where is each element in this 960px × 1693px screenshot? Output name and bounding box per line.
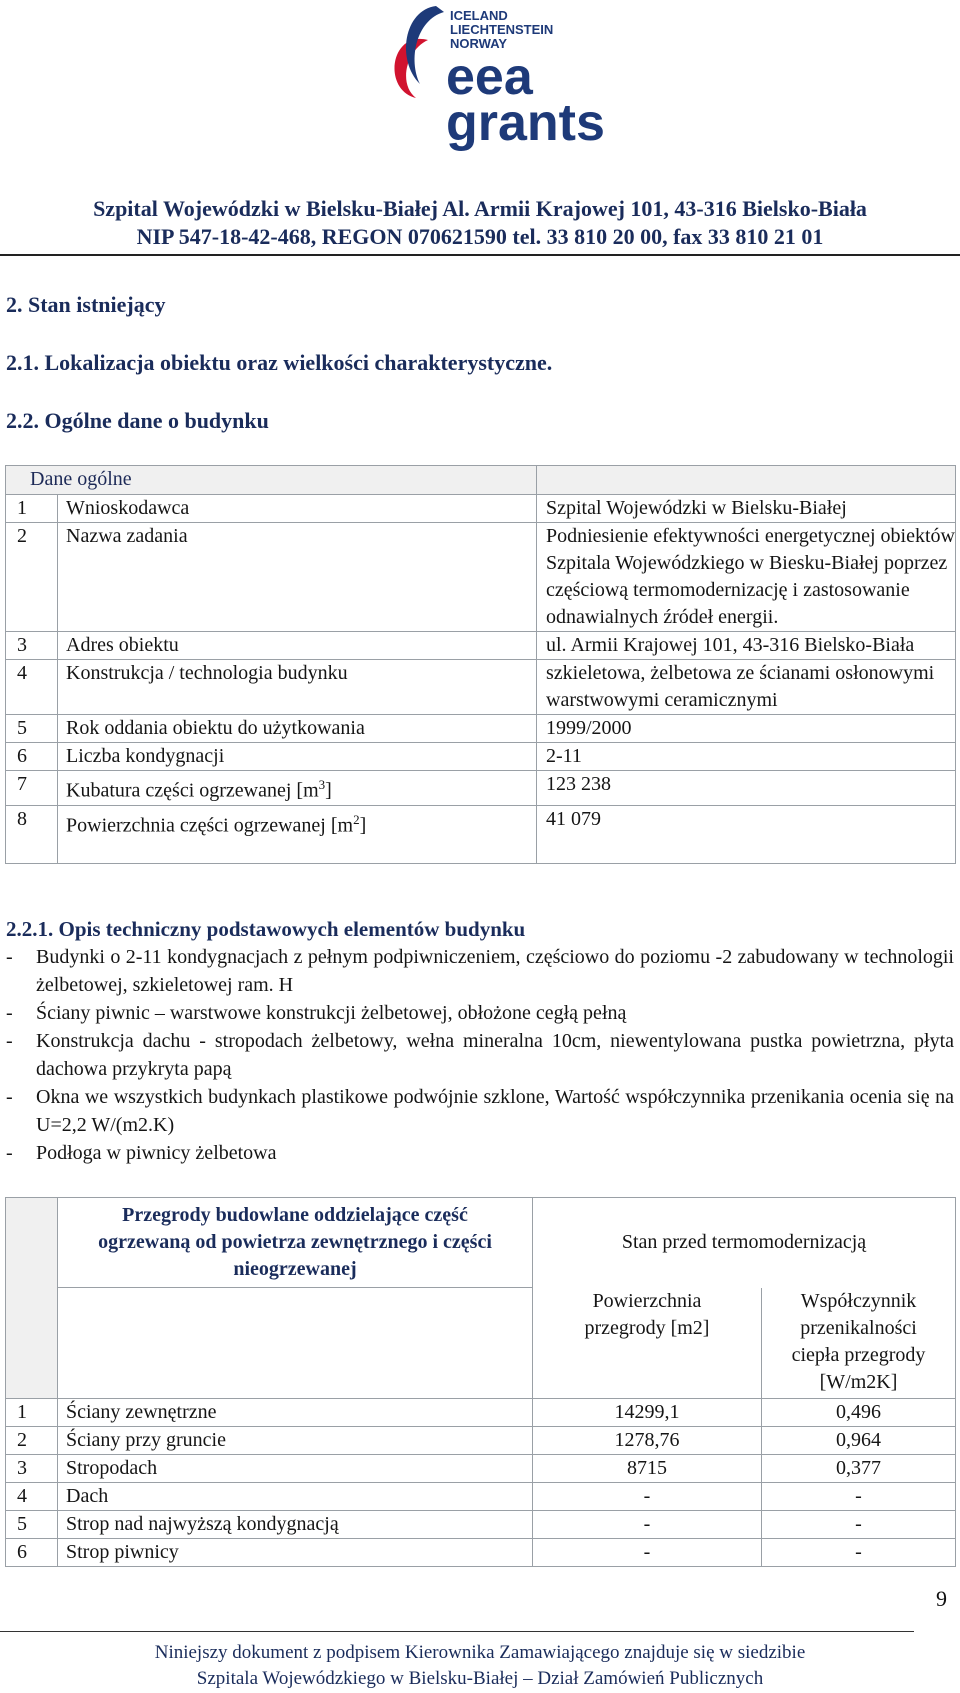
table-header-row xyxy=(6,466,956,495)
bullet-text: Okna we wszystkich budynkach plastikowe podwójnie szklone, Wartość współczynnika przenikania ocenia się na U=2,2 W/(m2.K) xyxy=(36,1086,954,1136)
row-label: Nazwa zadania xyxy=(58,523,537,632)
heading-section-2: 2. Stan istniejący xyxy=(6,292,166,317)
logo-word-grants: grants xyxy=(446,94,605,152)
row-number: 1 xyxy=(6,495,58,523)
row-area: - xyxy=(533,1539,762,1567)
row-number: 8 xyxy=(6,805,58,863)
table-row xyxy=(6,1399,956,1427)
table-row xyxy=(6,523,956,632)
table-row xyxy=(6,1539,956,1567)
footer-line-1: Niniejszy dokument z podpisem Kierownika Zamawiającego znajduje się w siedzibie xyxy=(154,1642,806,1663)
heading-section-2-1: 2.1. Lokalizacja obiektu oraz wielkości charakterystyczne. xyxy=(6,350,553,375)
row-coefficient: - xyxy=(762,1483,956,1511)
footer-divider xyxy=(0,1631,914,1632)
row-number: 2 xyxy=(6,523,58,632)
row-name: Stropodach xyxy=(58,1455,533,1483)
row-label: Rok oddania obiektu do użytkowania xyxy=(58,715,537,743)
row-name: Strop nad najwyższą kondygnacją xyxy=(58,1511,533,1539)
table-row xyxy=(6,743,956,771)
page-number: 9 xyxy=(936,1586,947,1611)
table-header-general: Dane ogólne xyxy=(6,466,537,495)
row-number: 4 xyxy=(6,1483,58,1511)
row-number: 1 xyxy=(6,1399,58,1427)
partitions-table xyxy=(5,1197,956,1567)
table-row xyxy=(6,1511,956,1539)
bullet-dash: - xyxy=(6,946,13,968)
row-coefficient: 0,496 xyxy=(762,1399,956,1427)
row-number: 6 xyxy=(6,1539,58,1567)
header-divider xyxy=(0,254,960,256)
row-value: Podniesienie efektywności energetycznej obiektów Szpitala Wojewódzkiego w Biesku-Białej poprzez częściową termomodernizację i zastosowanie odnawialnych źródeł energii. xyxy=(537,523,956,632)
row-coefficient: 0,964 xyxy=(762,1427,956,1455)
row-area: - xyxy=(533,1483,762,1511)
row-label-text: Kubatura części ogrzewanej [m xyxy=(66,779,319,802)
bullet-text: Konstrukcja dachu - stropodach żelbetowy, wełna mineralna 10cm, niewentylowana pustka powietrzna, płyta dachowa przykryta papą xyxy=(36,1030,954,1080)
header-address: Szpital Wojewódzki w Bielsku-Białej Al. Armii Krajowej 101, 43-316 Bielsko-Biała xyxy=(93,196,867,221)
row-label: Wnioskodawca xyxy=(58,495,537,523)
row-value: 41 079 xyxy=(537,805,956,863)
row-label: Konstrukcja / technologia budynku xyxy=(58,660,537,715)
row-value: szkieletowa, żelbetowa ze ścianami osłonowymi warstwowymi ceramicznymi xyxy=(537,660,956,715)
row-label-end: ] xyxy=(325,779,332,802)
row-number: 5 xyxy=(6,715,58,743)
row-coefficient: 0,377 xyxy=(762,1455,956,1483)
bullet-dash: - xyxy=(6,1086,13,1108)
row-name: Dach xyxy=(58,1483,533,1511)
table-row xyxy=(6,805,956,863)
table-subheader-row xyxy=(6,1288,956,1399)
row-name: Ściany zewnętrzne xyxy=(58,1399,533,1427)
bullet-text: Budynki o 2-11 kondygnacjach z pełnym podpiwniczeniem, częściowo do poziomu -2 zabudowany w technologii żelbetowej, szkieletowej ram. H xyxy=(36,946,954,996)
bullet-dash: - xyxy=(6,1142,13,1164)
row-value: 123 238 xyxy=(537,771,956,806)
logo-country-2: LIECHTENSTEIN xyxy=(450,22,554,37)
header-empty-number xyxy=(6,1198,58,1399)
header-partitions-title: Przegrody budowlane oddzielające część ogrzewaną od powietrza zewnętrznego i części nieogrzewanej xyxy=(58,1198,533,1288)
logo-swoosh-navy xyxy=(406,6,444,84)
row-coefficient: - xyxy=(762,1511,956,1539)
row-number: 3 xyxy=(6,632,58,660)
row-number: 4 xyxy=(6,660,58,715)
list-item xyxy=(6,999,954,1027)
row-area: 1278,76 xyxy=(533,1427,762,1455)
bullet-dash: - xyxy=(6,1030,13,1052)
list-item xyxy=(6,943,954,999)
row-label xyxy=(58,805,537,863)
row-label xyxy=(58,771,537,806)
bullet-text: Ściany piwnic – warstwowe konstrukcji żelbetowej, obłożone cegłą pełną xyxy=(36,1002,627,1024)
general-data-table xyxy=(5,465,956,864)
bullet-dash: - xyxy=(6,1002,13,1024)
list-item xyxy=(6,1083,954,1139)
row-area: 8715 xyxy=(533,1455,762,1483)
row-area: 14299,1 xyxy=(533,1399,762,1427)
row-coefficient: - xyxy=(762,1539,956,1567)
row-value: 1999/2000 xyxy=(537,715,956,743)
row-value: 2-11 xyxy=(537,743,956,771)
row-value: Szpital Wojewódzki w Bielsku-Białej xyxy=(537,495,956,523)
table-row xyxy=(6,660,956,715)
row-number: 3 xyxy=(6,1455,58,1483)
table-row xyxy=(6,715,956,743)
header-empty-name xyxy=(58,1288,533,1399)
footer-line-2: Szpitala Wojewódzkiego w Bielsku-Białej – Dział Zamówień Publicznych xyxy=(196,1668,764,1689)
eea-grants-logo xyxy=(388,2,628,152)
table-header-empty xyxy=(537,466,956,495)
table-row xyxy=(6,495,956,523)
bullet-text: Podłoga w piwnicy żelbetowa xyxy=(36,1142,277,1164)
header-state-before: Stan przed termomodernizacją xyxy=(533,1198,956,1288)
section-title-technical: 2.2.1. Opis techniczny podstawowych elementów budynku xyxy=(6,917,526,941)
technical-bullet-list xyxy=(6,943,954,1167)
row-label: Liczba kondygnacji xyxy=(58,743,537,771)
row-value: ul. Armii Krajowej 101, 43-316 Bielsko-Biała xyxy=(537,632,956,660)
header-coefficient: Współczynnik przenikalności ciepła przegrody [W/m2K] xyxy=(762,1288,956,1399)
header-ids: NIP 547-18-42-468, REGON 070621590 tel. 33 810 20 00, fax 33 810 21 01 xyxy=(136,224,824,249)
row-number: 7 xyxy=(6,771,58,806)
row-number: 2 xyxy=(6,1427,58,1455)
table-row xyxy=(6,1427,956,1455)
row-label-end: ] xyxy=(359,814,367,837)
row-number: 6 xyxy=(6,743,58,771)
unit-superscript: 2 xyxy=(353,811,360,827)
row-label: Adres obiektu xyxy=(58,632,537,660)
heading-section-2-2: 2.2. Ogólne dane o budynku xyxy=(6,408,269,433)
logo-country-3: NORWAY xyxy=(450,36,508,51)
table-row xyxy=(6,1483,956,1511)
list-item xyxy=(6,1139,954,1167)
row-label-text: Powierzchnia części ogrzewanej [m xyxy=(66,814,354,837)
row-name: Ściany przy gruncie xyxy=(58,1427,533,1455)
row-area: - xyxy=(533,1511,762,1539)
logo-word-eea: eea xyxy=(446,48,533,106)
unit-superscript: 3 xyxy=(318,777,326,792)
table-row xyxy=(6,771,956,806)
header-area: Powierzchnia przegrody [m2] xyxy=(533,1288,762,1399)
logo-country-1: ICELAND xyxy=(450,8,508,23)
row-name: Strop piwnicy xyxy=(58,1539,533,1567)
table-header-row xyxy=(6,1198,956,1288)
row-number: 5 xyxy=(6,1511,58,1539)
table-row xyxy=(6,1455,956,1483)
list-item xyxy=(6,1027,954,1083)
table-row xyxy=(6,632,956,660)
